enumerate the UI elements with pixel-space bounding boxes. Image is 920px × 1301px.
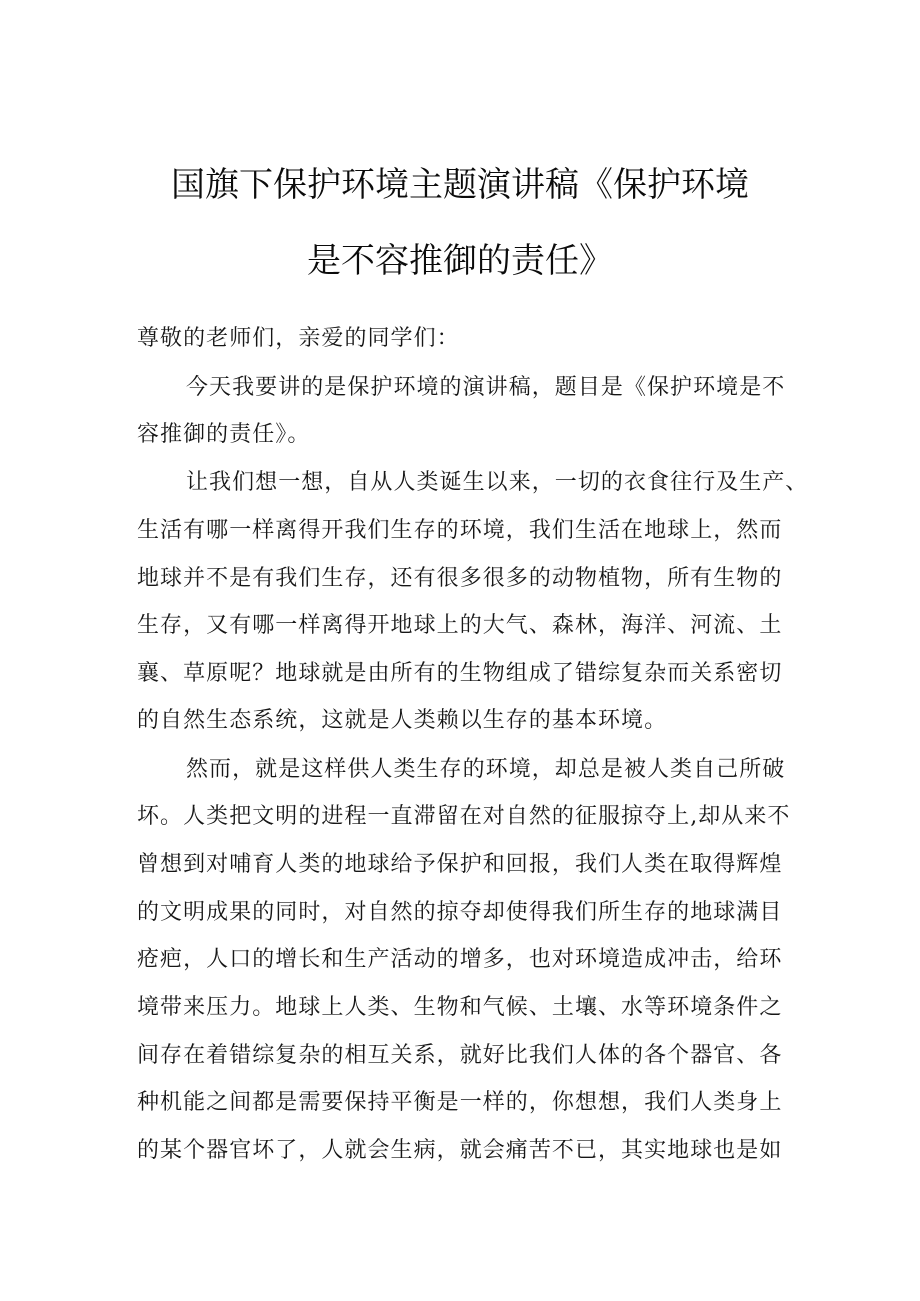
body-line: 的文明成果的同时，对自然的掠夺却使得我们所生存的地球满目 <box>137 900 783 925</box>
body-line: 让我们想一想，自从人类诞生以来，一切的衣食往行及生产、 <box>186 470 809 495</box>
body-line: 容推御的责任》。 <box>137 422 311 447</box>
body-line: 今天我要讲的是保护环境的演讲稿，题目是《保护环境是不 <box>186 375 786 400</box>
body-line: 境带来压力。地球上人类、生物和气候、土壤、水等环境条件之 <box>137 995 783 1020</box>
body-line: 襄、草原呢？地球就是由所有的生物组成了错综复杂而关系密切 <box>137 661 783 686</box>
body-line: 疮疤，人口的增长和生产活动的增多，也对环境造成冲击，给环 <box>137 947 783 972</box>
body-line: 的自然生态系统，这就是人类赖以生存的基本环境。 <box>137 708 668 733</box>
body-line: 曾想到对哺育人类的地球给予保护和回报，我们人类在取得辉煌 <box>137 852 783 877</box>
salutation: 尊敬的老师们，亲爱的同学们： <box>137 326 460 351</box>
body-line: 的某个器官坏了，人就会生病，就会痛苦不已，其实地球也是如 <box>137 1138 783 1163</box>
body-line: 然而，就是这样供人类生存的环境，却总是被人类自己所破 <box>186 757 786 782</box>
body-line: 生活有哪一样离得开我们生存的环境，我们生活在地球上，然而 <box>137 518 783 543</box>
document-title-line-1: 国旗下保护环境主题演讲稿《保护环境 <box>171 165 749 205</box>
body-line: 间存在着错综复杂的相互关系，就好比我们人体的各个器官、各 <box>137 1043 783 1068</box>
body-line: 坏。人类把文明的进程一直滞留在对自然的征服掠夺上,却从来不 <box>137 804 791 829</box>
body-line: 种机能之间都是需要保持平衡是一样的，你想想，我们人类身上 <box>137 1090 783 1115</box>
body-line: 地球并不是有我们生存，还有很多很多的动物植物，所有生物的 <box>137 566 783 591</box>
body-line: 生存，又有哪一样离得开地球上的大气、森林，海洋、河流、土 <box>137 613 783 638</box>
document-title-line-2: 是不容推御的责任》 <box>307 241 613 281</box>
